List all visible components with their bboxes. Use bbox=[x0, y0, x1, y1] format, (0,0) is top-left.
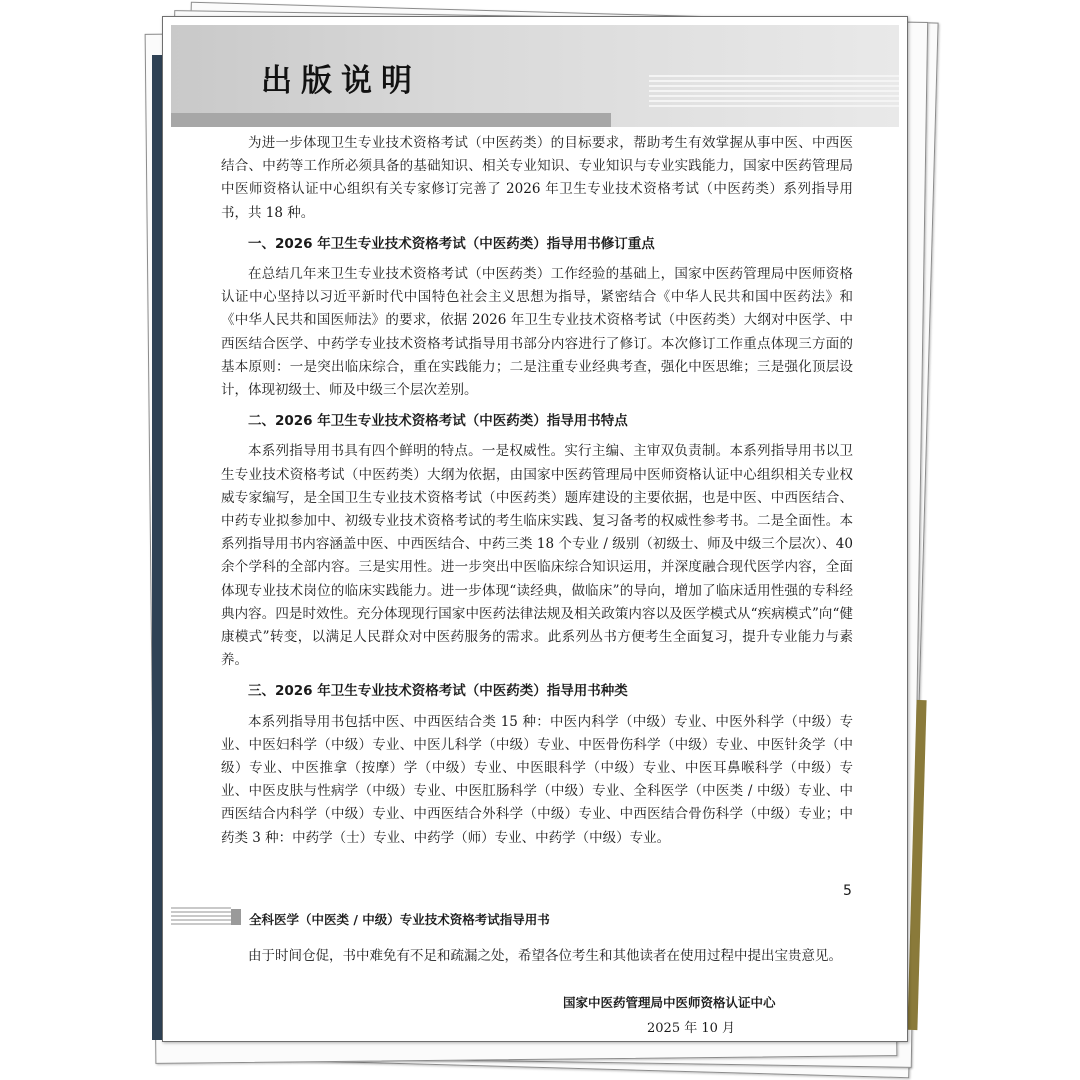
section-heading: 一、2026 年卫生专业技术资格考试（中医药类）指导用书修订重点 bbox=[248, 235, 655, 252]
footer-book-title: 全科医学（中医类 / 中级）专业技术资格考试指导用书 bbox=[249, 912, 550, 927]
section-heading: 二、2026 年卫生专业技术资格考试（中医药类）指导用书特点 bbox=[248, 413, 628, 430]
page-number: 5 bbox=[843, 883, 852, 899]
header-band bbox=[171, 25, 899, 127]
section-paragraph: 本系列指导用书包括中医、中西医结合类 15 种：中医内科学（中级）专业、中医外科学（中级）专业、中医妇科学（中级）专业、中医儿科学（中级）专业、中医骨伤科学（中级）专业、中医针灸学（中级）专业、中医推拿（按摩）学（中级）专业、中医眼科学（中级）专业、中医耳鼻喉科学（中级）专业、中医皮肤与性病学（中级）专业、中医肛肠科学（中级）专业、全科医学（中医类 / 中级）专业、中西医结合内科学（中级）专业、中西医结合外科学（中级）专业、中西医结合骨伤科学（中级）专业；中药类 3 种：中药学（士）专业、中药学（师）专业、中药学（中级）专业。 bbox=[221, 713, 853, 846]
closing-note: 由于时间仓促，书中难免有不足和疏漏之处，希望各位考生和其他读者在使用过程中提出宝贵意见。 bbox=[248, 948, 842, 964]
signature: 国家中医药管理局中医师资格认证中心 bbox=[563, 995, 776, 1010]
body-text bbox=[221, 132, 853, 850]
header-bar bbox=[171, 113, 611, 127]
section-paragraph: 在总结几年来卫生专业技术资格考试（中医药类）工作经验的基础上，国家中医药管理局中医师资格认证中心坚持以习近平新时代中国特色社会主义思想为指导，紧密结合《中华人民共和国中医药法》和《中华人民共和国医师法》的要求，依据 2026 年卫生专业技术资格考试（中医药类）大纲对中医学、中西医结合医学、中药学专业技术资格考试指导用书部分内容进行了修订。本次修订工作重点体现三方面的基本原则：一是突出临床综合，重在实践能力；二是注重专业经典考查，强化中医思维；三是强化顶层设计，体现初级士、师及中级三个层次差别。 bbox=[221, 266, 853, 399]
document-page bbox=[162, 16, 908, 1042]
footer-square bbox=[231, 909, 241, 925]
date: 2025 年 10 月 bbox=[647, 1021, 736, 1036]
section-paragraph: 本系列指导用书具有四个鲜明的特点。一是权威性。实行主编、主审双负责制。本系列指导用书以卫生专业技术资格考试（中医药类）大纲为依据，由国家中医药管理局中医师资格认证中心组织相关专业权威专家编写，是全国卫生专业技术资格考试（中医药类）题库建设的主要依据，也是中医、中西医结合、中药专业拟参加中、初级专业技术资格考试的考生临床实践、复习备考的权威性参考书。二是全面性。本系列指导用书内容涵盖中医、中西医结合、中药三类 18 个专业 / 级别（初级士、师及中级三个层次）、40 余个学科的全部内容。三是实用性。进一步突出中医临床综合知识运用，并深度融合现代医学内容，全面体现专业技术岗位的临床实践能力。进一步体现“读经典，做临床”的导向，增加了临床适用性强的专科经典内容。四是时效性。充分体现现行国家中医药法律法规及相关政策内容以及医学模式从“疾病模式”向“健康模式”转变，以满足人民群众对中医药服务的需求。此系列丛书方便考生全面复习，提升专业能力与素养。 bbox=[221, 443, 853, 669]
section-heading: 三、2026 年卫生专业技术资格考试（中医药类）指导用书种类 bbox=[248, 683, 628, 700]
header-stripes bbox=[649, 75, 899, 109]
footer-stripes bbox=[171, 907, 231, 927]
page-title: 出版说明 bbox=[261, 63, 421, 99]
intro-paragraph: 为进一步体现卫生专业技术资格考试（中医药类）的目标要求，帮助考生有效掌握从事中医、中西医结合、中药等工作所必须具备的基础知识、相关专业知识、专业知识与专业实践能力，国家中医药管理局中医师资格认证中心组织有关专家修订完善了 2026 年卫生专业技术资格考试（中医药类）系列指导用书，共 18 种。 bbox=[221, 135, 853, 221]
